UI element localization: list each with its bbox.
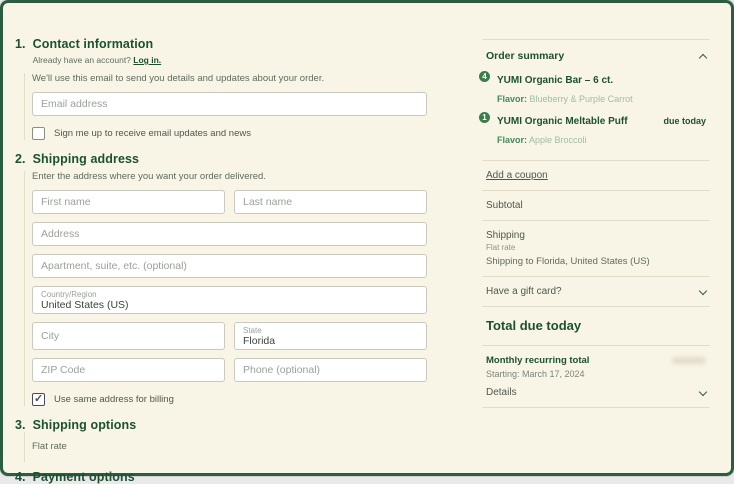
section-contact-body [24, 73, 427, 140]
due-today-text: due today [663, 116, 706, 126]
recurring-total-label: Monthly recurring total [486, 355, 590, 366]
city-field[interactable]: City [32, 322, 225, 350]
subtotal-label: Subtotal [486, 200, 523, 211]
shipping-label: Shipping [486, 230, 525, 241]
order-summary-panel [482, 3, 710, 408]
total-row [482, 307, 710, 345]
order-summary-header[interactable] [482, 40, 710, 70]
section-shipping-body [24, 171, 427, 406]
state-select[interactable] [234, 322, 427, 350]
section-contact-header [15, 35, 427, 65]
country-label: Country/Region [41, 289, 97, 299]
section-shipping-options-body [24, 432, 427, 462]
address-field[interactable]: Address [32, 222, 427, 246]
product-title: YUMI Organic Bar – 6 ct. [497, 75, 614, 86]
chevron-down-icon[interactable] [699, 387, 707, 395]
billing-label: Use same address for billing [54, 394, 174, 405]
chevron-up-icon[interactable] [699, 53, 707, 61]
product-title: YUMI Organic Meltable Puff [497, 116, 628, 127]
apartment-field[interactable]: Apartment, suite, etc. (optional) [32, 254, 427, 278]
flavor-value: Blueberry & Purple Carrot [529, 94, 633, 104]
flavor-label: Flavor: [497, 94, 528, 104]
contact-heading: Contact information [32, 37, 154, 51]
shipping-method-sub: Flat rate [486, 243, 516, 252]
section-number: 2. [15, 152, 26, 166]
shipping-destination: Shipping to Florida, United States (US) [486, 256, 650, 267]
quantity-badge: 1 [478, 111, 491, 124]
section-shipping-header [15, 152, 427, 166]
shipping-helper-text: Enter the address where you want your order delivered. [32, 171, 266, 182]
state-value: Florida [243, 334, 276, 347]
total-due-label: Total due today [486, 318, 582, 333]
section-number: 4. [15, 470, 26, 484]
details-row[interactable] [482, 379, 710, 407]
account-prompt: Already have an account? Log in. [32, 55, 162, 65]
last-name-field[interactable]: Last name [234, 190, 427, 214]
shipping-heading: Shipping address [32, 152, 140, 166]
flavor-label: Flavor: [497, 135, 528, 145]
flavor-value: Apple Broccoli [529, 135, 587, 145]
newsletter-checkbox[interactable] [32, 127, 45, 140]
phone-field[interactable]: Phone (optional) [234, 358, 427, 382]
details-label: Details [486, 387, 517, 398]
gift-card-row[interactable] [482, 277, 710, 306]
section-number: 1. [15, 37, 26, 51]
shipping-options-heading: Shipping options [32, 418, 137, 432]
recurring-start-date: Starting: March 17, 2024 [486, 369, 585, 379]
recurring-total-row [482, 346, 710, 379]
section-payment-header [15, 470, 427, 484]
add-coupon-link[interactable]: Add a coupon [486, 170, 548, 181]
shipping-method-text: Flat rate [32, 441, 67, 452]
chevron-down-icon[interactable] [699, 286, 707, 294]
order-summary-heading: Order summary [486, 50, 565, 62]
quantity-badge: 4 [478, 70, 491, 83]
billing-row [32, 393, 427, 406]
country-select[interactable] [32, 286, 427, 314]
newsletter-row [32, 127, 427, 140]
payment-options-heading: Payment options [32, 470, 135, 484]
gift-card-label: Have a gift card? [486, 286, 562, 297]
shipping-row [482, 221, 710, 254]
contact-helper-text: We'll use this email to send you details and updates about your order. [32, 73, 325, 84]
newsletter-label: Sign me up to receive email updates and news [54, 128, 251, 139]
order-item [482, 70, 710, 111]
order-item [482, 111, 710, 152]
billing-checkbox[interactable] [32, 393, 45, 406]
country-value: United States (US) [41, 298, 129, 311]
zip-field[interactable]: ZIP Code [32, 358, 225, 382]
checkout-form [15, 35, 427, 484]
blurred-price [672, 357, 706, 364]
subtotal-row [482, 191, 710, 220]
first-name-field[interactable]: First name [32, 190, 225, 214]
email-field[interactable]: Email address [32, 92, 427, 116]
section-number: 3. [15, 418, 26, 432]
coupon-row [482, 161, 710, 190]
state-label: State [243, 325, 262, 335]
login-link[interactable]: Log in. [133, 55, 162, 65]
section-shipping-options-header [15, 418, 427, 432]
